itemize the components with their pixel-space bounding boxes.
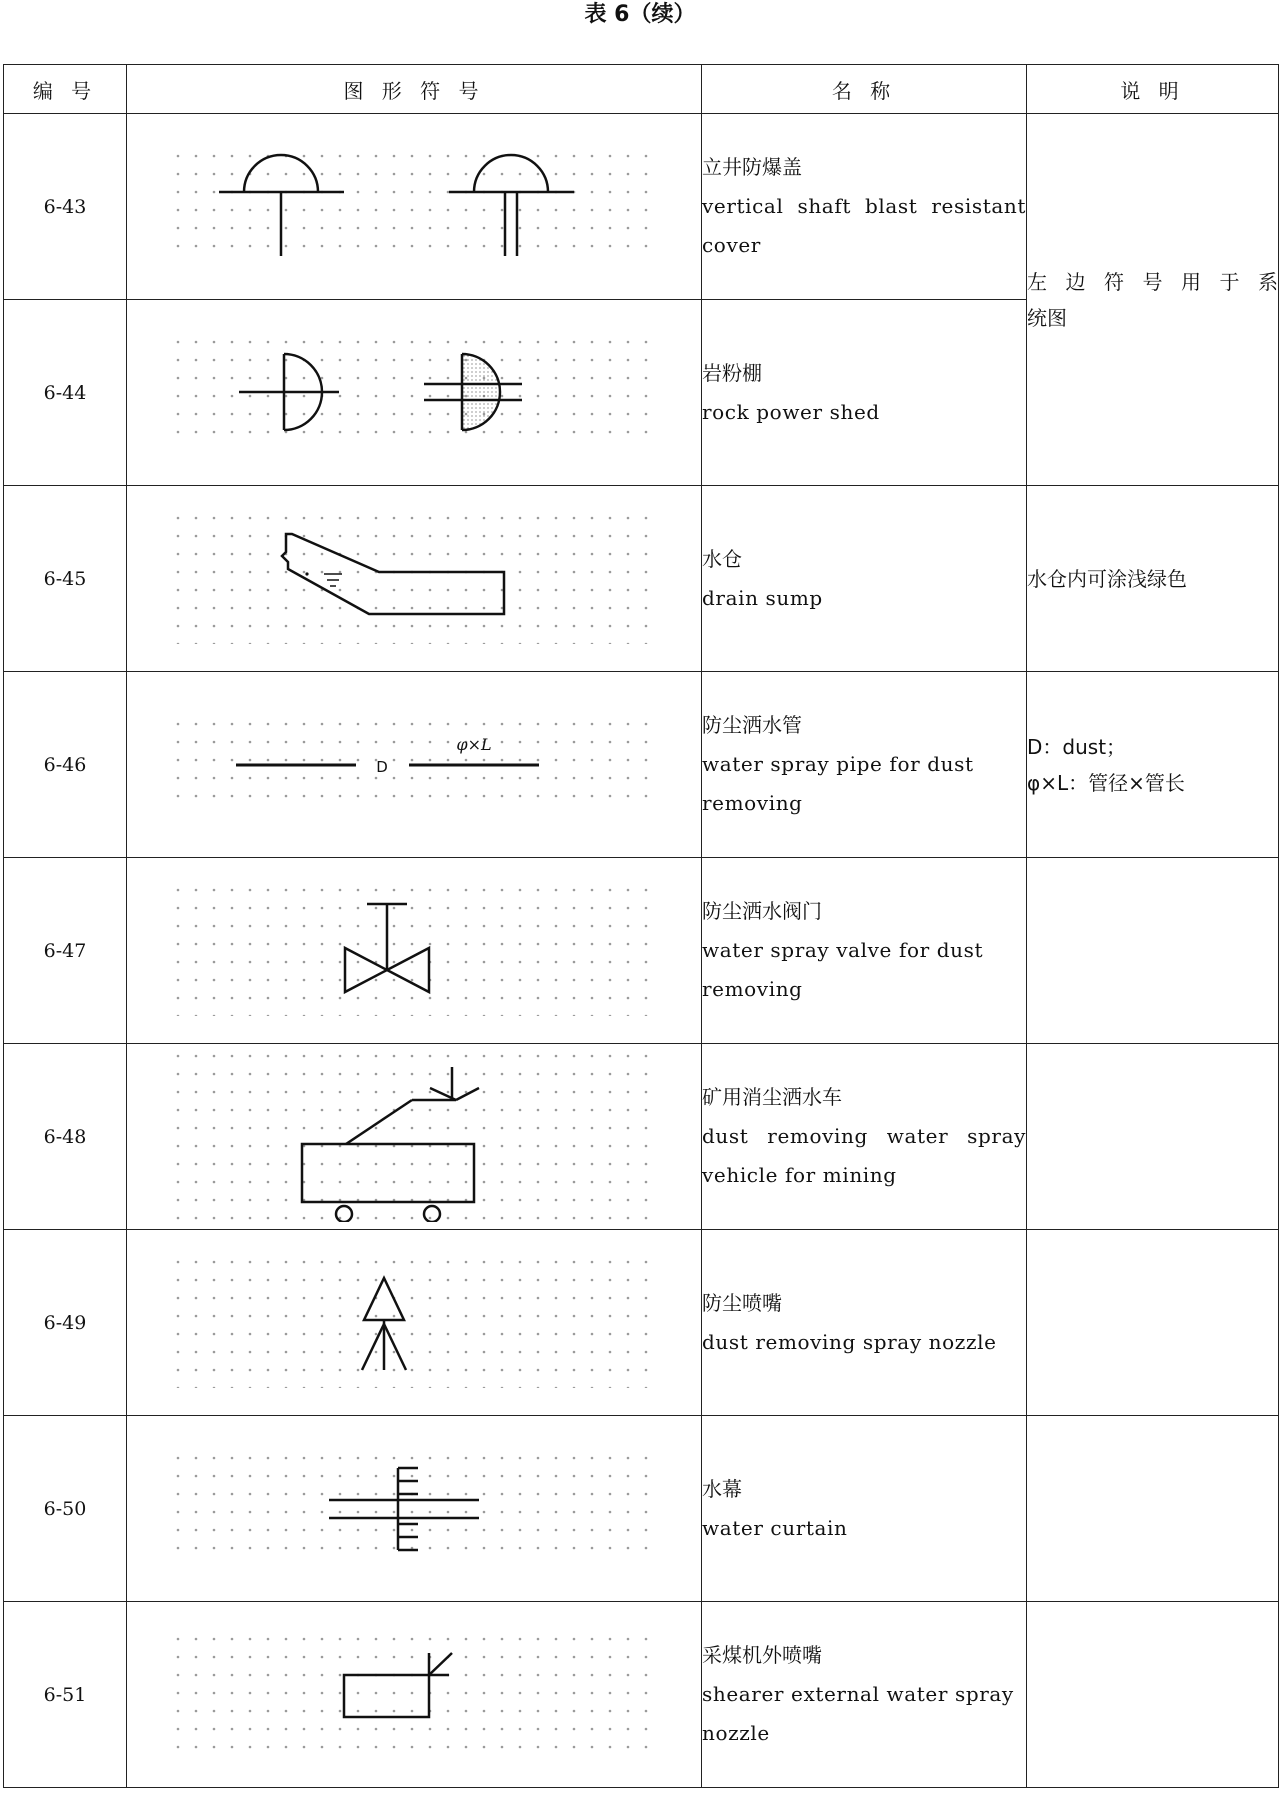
name-cell [702,1602,1027,1788]
note-cell [1027,1416,1279,1602]
symbol-cell [127,1416,702,1602]
table-row [4,672,1279,858]
table-row [4,1416,1279,1602]
name-en: dust removing spray nozzle [702,1329,997,1354]
name-zh: 水仓 [702,546,742,571]
note-cell [1027,1230,1279,1416]
name-en: shearer external water spray [702,1682,1014,1706]
note-text: 左边符号用于系 [1027,269,1278,294]
name-cell [702,114,1027,300]
name-en: removing [702,791,803,815]
row-number: 6-50 [4,1416,127,1602]
page-title: 表 6（续） [584,2,696,27]
name-zh: 立井防爆盖 [702,155,802,179]
name-en: water spray valve for dust [702,938,984,962]
symbol-cell [127,1230,702,1416]
name-cell [702,672,1027,858]
pipe-label-dimension: φ×L [456,734,492,754]
row-number: 6-47 [4,858,127,1044]
symbol-cell [127,1044,702,1230]
name-zh: 岩粉棚 [702,360,762,385]
spray-vehicle-icon [174,1052,654,1222]
name-en: nozzle [702,1721,770,1745]
name-en: drain sump [702,585,823,610]
table-row [4,858,1279,1044]
header-note: 说 明 [1027,65,1279,114]
table-row [4,1230,1279,1416]
name-zh: 防尘洒水管 [702,713,802,737]
header-name: 名 称 [702,65,1027,114]
name-cell [702,486,1027,672]
name-zh: 防尘喷嘴 [702,1290,782,1315]
name-en: water spray pipe for dust [702,752,974,776]
name-en: rock power shed [702,399,880,424]
note-text: 统图 [1027,305,1067,330]
water-spray-valve-icon [174,886,654,1016]
row-number: 6-51 [4,1602,127,1788]
water-spray-pipe-icon [174,720,654,810]
name-en: vertical shaft blast resistant [702,194,1026,218]
name-cell [702,858,1027,1044]
row-number: 6-43 [4,114,127,300]
note-text: φ×L：管径×管长 [1027,770,1185,795]
name-cell [702,300,1027,486]
symbol-table [3,64,1279,1788]
pipe-label-d: D [376,757,388,776]
name-zh: 水幕 [702,1476,742,1501]
name-zh: 矿用消尘洒水车 [702,1085,842,1109]
note-cell [1027,858,1279,1044]
row-number: 6-49 [4,1230,127,1416]
name-en: dust removing water spray [702,1124,1026,1148]
name-en: cover [702,233,761,257]
note-cell [1027,486,1279,672]
note-cell [1027,1044,1279,1230]
water-curtain-icon [174,1454,654,1564]
note-text: D：dust； [1027,734,1127,759]
vertical-shaft-blast-resistant-cover-icon [174,152,654,262]
table-row [4,486,1279,672]
symbol-cell [127,672,702,858]
table-row [4,1044,1279,1230]
shearer-external-nozzle-icon [174,1635,654,1755]
symbol-cell [127,1602,702,1788]
note-cell [1027,672,1279,858]
row-number: 6-48 [4,1044,127,1230]
header-symbol: 图 形 符 号 [127,65,702,114]
name-en: vehicle for mining [702,1163,897,1187]
name-en: water curtain [702,1515,848,1540]
rock-powder-shed-icon [174,338,654,448]
note-cell [1027,1602,1279,1788]
table-row [4,114,1279,300]
symbol-cell [127,858,702,1044]
table-row [4,1602,1279,1788]
symbol-cell [127,486,702,672]
row-number: 6-46 [4,672,127,858]
name-zh: 采煤机外喷嘴 [702,1643,822,1667]
name-cell [702,1044,1027,1230]
name-cell [702,1230,1027,1416]
spray-nozzle-icon [174,1258,654,1388]
note-text: 水仓内可涂浅绿色 [1027,566,1187,591]
name-zh: 防尘洒水阀门 [702,899,822,923]
symbol-cell [127,300,702,486]
table-header-row [4,65,1279,114]
note-cell [1027,114,1279,486]
name-cell [702,1416,1027,1602]
symbol-cell [127,114,702,300]
row-number: 6-45 [4,486,127,672]
drain-sump-icon [174,514,654,644]
row-number: 6-44 [4,300,127,486]
header-number: 编 号 [4,65,127,114]
name-en: removing [702,977,803,1001]
